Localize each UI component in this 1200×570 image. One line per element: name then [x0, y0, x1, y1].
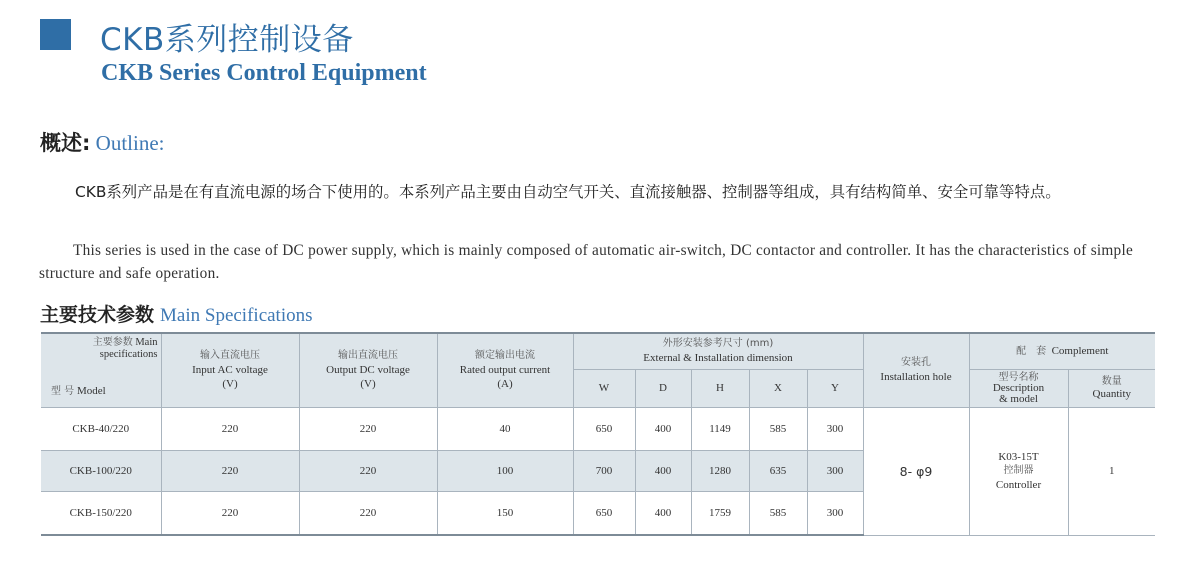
cell-description-model	[969, 407, 1068, 535]
cell-installation-hole: 8- φ9	[863, 407, 969, 535]
page-title-cn: CKB系列控制设备	[100, 22, 354, 58]
col-dim-cn: 外形安装参考尺寸 (mm)	[662, 338, 774, 350]
col-current-cn: 额定输出电流	[475, 350, 535, 362]
table-row	[41, 407, 1155, 450]
corner-top-label	[93, 337, 158, 361]
col-input-cn: 输入直流电压	[200, 350, 260, 362]
dim-label-h: H	[691, 369, 749, 407]
col-dim-en: External & Installation dimension	[643, 352, 793, 365]
col-qty-en: Quantity	[1092, 388, 1131, 400]
cell-model: CKB-40/220	[41, 407, 161, 450]
cell-h: 1149	[691, 407, 749, 450]
corner-bottom-en: Model	[76, 384, 106, 397]
outline-heading	[40, 127, 164, 157]
desc-cn: 控制器	[1003, 465, 1034, 476]
cell-x: 635	[749, 450, 807, 491]
cell-model: CKB-100/220	[41, 450, 161, 491]
cell-current: 150	[437, 491, 573, 535]
specs-heading	[40, 300, 313, 327]
col-desc-en-1: Description	[992, 381, 1045, 394]
cell-y: 300	[807, 407, 863, 450]
col-header-current	[437, 333, 573, 407]
page-title-en: CKB Series Control Equipment	[101, 60, 427, 86]
col-current-unit: (A)	[497, 378, 513, 391]
cell-output: 220	[299, 450, 437, 491]
dim-label-x: X	[749, 369, 807, 407]
col-comp-cn: 配 套	[1016, 345, 1047, 357]
cell-input: 220	[161, 407, 299, 450]
cell-h: 1280	[691, 450, 749, 491]
col-header-complement	[969, 333, 1155, 369]
cell-input: 220	[161, 491, 299, 535]
col-hole-en: Installation hole	[880, 371, 952, 384]
corner-top-en-2: specifications	[99, 349, 158, 360]
cell-d: 400	[635, 491, 691, 535]
corner-bottom-cn: 型 号	[51, 385, 75, 397]
col-header-dimension	[573, 333, 863, 369]
cell-y: 300	[807, 491, 863, 535]
corner-header-cell	[41, 333, 161, 407]
cell-model: CKB-150/220	[41, 491, 161, 535]
col-input-unit: (V)	[222, 378, 238, 391]
dim-label-w: W	[573, 369, 635, 407]
desc-en: Controller	[995, 479, 1042, 491]
cell-w: 650	[573, 407, 635, 450]
col-header-input	[161, 333, 299, 407]
corner-top-cn: 主要参数	[92, 337, 133, 348]
cell-current: 40	[437, 407, 573, 450]
dim-label-y: Y	[807, 369, 863, 407]
cell-current: 100	[437, 450, 573, 491]
cell-d: 400	[635, 407, 691, 450]
table-header-row	[41, 333, 1155, 369]
col-header-description	[969, 369, 1068, 407]
cell-quantity: 1	[1068, 407, 1155, 535]
cell-input: 220	[161, 450, 299, 491]
col-current-en: Rated output current	[459, 364, 551, 377]
outline-paragraph-en: This series is used in the case of DC power supply, which is mainly composed of automatic air-switch, DC contactor and controller. It has the characteristics of simple structure and safe operation.	[39, 242, 1133, 282]
outline-heading-en: Outline:	[90, 131, 165, 155]
cell-output: 220	[299, 407, 437, 450]
desc-model: K03-15T	[998, 451, 1039, 463]
col-hole-cn: 安装孔	[901, 357, 931, 369]
col-header-hole	[863, 333, 969, 407]
corner-top-en-1: Main	[135, 337, 158, 348]
dim-label-d: D	[635, 369, 691, 407]
cell-w: 700	[573, 450, 635, 491]
cell-x: 585	[749, 407, 807, 450]
cell-output: 220	[299, 491, 437, 535]
cell-y: 300	[807, 450, 863, 491]
cell-h: 1759	[691, 491, 749, 535]
col-input-en: Input AC voltage	[192, 364, 268, 377]
col-header-output	[299, 333, 437, 407]
col-output-unit: (V)	[360, 378, 376, 391]
col-desc-en-2: & model	[999, 392, 1038, 405]
specs-heading-cn: 主要技术参数	[40, 304, 155, 326]
col-qty-cn: 数量	[1101, 376, 1122, 387]
col-output-cn: 输出直流电压	[338, 350, 398, 362]
specs-heading-en: Main Specifications	[160, 305, 313, 326]
col-comp-en: Complement	[1051, 344, 1109, 357]
cell-w: 650	[573, 491, 635, 535]
specifications-table	[41, 332, 1155, 536]
col-header-quantity	[1068, 369, 1155, 407]
title-square-icon	[40, 19, 71, 50]
outline-paragraph-cn: CKB系列产品是在有直流电源的场合下使用的。本系列产品主要由自动空气开关、直流接触器、控制器等组成，具有结构简单、安全可靠等特点。	[75, 183, 1061, 201]
cell-x: 585	[749, 491, 807, 535]
corner-bottom-label	[51, 382, 106, 397]
outline-heading-cn: 概述:	[40, 131, 91, 155]
col-output-en: Output DC voltage	[326, 364, 410, 377]
col-desc-cn: 型号名称	[998, 371, 1039, 383]
cell-d: 400	[635, 450, 691, 491]
